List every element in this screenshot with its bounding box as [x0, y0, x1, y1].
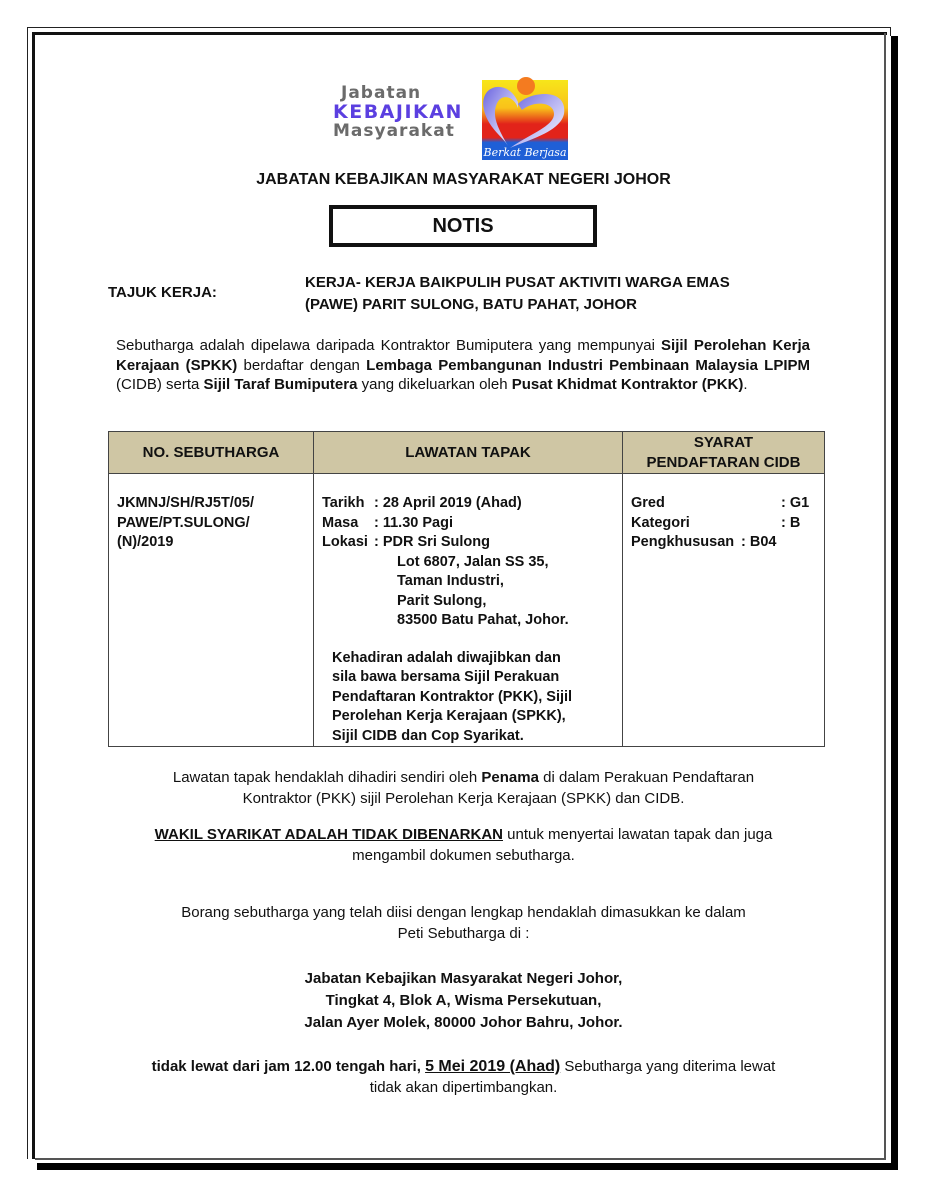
tajuk-kerja-label: TAJUK KERJA:: [108, 284, 217, 301]
tarikh-label: Tarikh: [322, 495, 365, 511]
address-line-street: Jalan Ayer Molek, 80000 Johor Bahru, Johor.: [304, 1014, 623, 1031]
wakil-line-2: mengambil dokumen sebutharga.: [352, 847, 575, 864]
intro-bold-pkk: Pusat Khidmat Kontraktor (PKK): [511, 376, 744, 393]
logo-tagline: Berkat Berjasa: [483, 146, 567, 159]
intro-paragraph: [116, 336, 810, 395]
borang-line-2: Peti Sebutharga di :: [397, 925, 530, 942]
quotation-table: [108, 431, 825, 747]
lawatan-bold-penama: Penama: [481, 769, 539, 786]
gred-label: Gred: [631, 495, 665, 511]
wakil-paragraph: [0, 824, 927, 866]
logo-wordmark: [333, 84, 468, 141]
intro-bold-sijil-taraf: Sijil Taraf Bumiputera: [203, 376, 358, 393]
kehadiran-line-4: Perolehan Kerja Kerajaan (SPKK),: [332, 708, 566, 724]
kategori-value: : B: [781, 514, 801, 531]
logo-line-jabatan: Jabatan: [341, 83, 422, 103]
page-border-outer-corner: [890, 27, 891, 36]
intro-bold-lembaga: Lembaga Pembangunan Industri Pembinaan Malaysia LPIPM: [366, 356, 811, 374]
lokasi-value: : PDR Sri Sulong: [374, 534, 490, 550]
submission-address: [0, 968, 927, 1034]
address-line-4: 83500 Batu Pahat, Johor.: [397, 612, 569, 628]
ref-line-1: JKMNJ/SH/RJ5T/05/: [117, 495, 254, 511]
ref-line-2: PAWE/PT.SULONG/: [117, 514, 250, 531]
ref-line-3: (N)/2019: [117, 534, 174, 550]
tajuk-line-2: (PAWE) PARIT SULONG, BATU PAHAT, JOHOR: [305, 296, 637, 313]
intro-text-3: (CIDB) serta: [116, 376, 204, 393]
deadline-date: 5 Mei 2019 (Ahad): [425, 1058, 561, 1075]
organization-title: JABATAN KEBAJIKAN MASYARAKAT NEGERI JOHOR: [256, 171, 671, 188]
logo-line-kebajikan: KEBAJIKAN: [333, 101, 463, 123]
borang-line-1: Borang sebutharga yang telah diisi dengan lengkap hendaklah dimasukkan ke dalam: [181, 904, 746, 921]
borang-paragraph: [0, 902, 927, 944]
wakil-text-1: untuk menyertai lawatan tapak dan juga: [503, 826, 773, 843]
header-syarat-cidb: [623, 432, 825, 474]
wakil-warning: WAKIL SYARIKAT ADALAH TIDAK DIBENARKAN: [154, 826, 503, 843]
table-header-row: [109, 432, 825, 474]
kategori-row: [631, 514, 824, 534]
tarikh-value: : 28 April 2019 (Ahad): [374, 495, 522, 511]
intro-text-1: Sebutharga adalah dipelawa daripada Kontraktor Bumiputera yang mempunyai: [116, 337, 662, 354]
deadline-line-2: tidak akan dipertimbangkan.: [369, 1079, 558, 1096]
kehadiran-line-5: Sijil CIDB dan Cop Syarikat.: [332, 727, 524, 744]
intro-text-2: berdaftar dengan: [237, 356, 367, 374]
cell-lawatan-tapak: [314, 474, 623, 747]
pengkhususan-value: : B04: [741, 534, 777, 550]
intro-text-5: .: [743, 376, 748, 393]
address-line-1: Lot 6807, Jalan SS 35,: [397, 553, 549, 570]
lokasi-address: [322, 553, 622, 631]
address-line-org: Jabatan Kebajikan Masyarakat Negeri Johor,: [304, 970, 623, 987]
tarikh-row: [322, 494, 622, 514]
tajuk-line-1: KERJA- KERJA BAIKPULIH PUSAT AKTIVITI WARGA EMAS: [305, 274, 730, 291]
address-line-3: Parit Sulong,: [397, 592, 487, 609]
gred-value: : G1: [781, 495, 810, 511]
intro-bold-spkk: Sijil Perolehan Kerja Kerajaan (SPKK): [116, 337, 810, 374]
masa-row: [322, 514, 622, 534]
pengkhususan-label: Pengkhususan: [631, 534, 735, 550]
masa-label: Masa: [322, 514, 359, 531]
lokasi-row: [322, 533, 622, 553]
notice-heading: NOTIS: [329, 205, 597, 247]
page-border-shadow-bottom: [37, 1163, 898, 1170]
lawatan-paragraph: [0, 767, 927, 809]
deadline-bold-text: tidak lewat dari jam 12.00 tengah hari,: [151, 1058, 426, 1075]
kategori-label: Kategori: [631, 514, 690, 531]
kehadiran-line-1: Kehadiran adalah diwajibkan dan: [332, 649, 561, 666]
lawatan-text-1: Lawatan tapak hendaklah dihadiri sendiri oleh: [172, 769, 482, 786]
header-syarat-line-1: SYARAT: [693, 433, 754, 451]
address-line-building: Tingkat 4, Blok A, Wisma Persekutuan,: [325, 992, 602, 1009]
cell-syarat: [623, 474, 825, 747]
lawatan-text-2: di dalam Perakuan Pendaftaran: [538, 769, 755, 786]
kehadiran-note: [332, 649, 612, 747]
jkm-heart-logo-icon: [478, 74, 570, 162]
masa-value: : 11.30 Pagi: [374, 514, 453, 531]
kehadiran-line-2: sila bawa bersama Sijil Perakuan: [332, 669, 560, 685]
pengkhususan-row: [631, 533, 824, 553]
tajuk-kerja-value: [305, 272, 730, 316]
lokasi-label: Lokasi: [322, 534, 368, 550]
gred-row: [631, 494, 824, 514]
lawatan-line-2: Kontraktor (PKK) sijil Perolehan Kerja Kerajaan (SPKK) dan CIDB.: [242, 790, 685, 807]
header-no-sebutharga: NO. SEBUTHARGA: [109, 432, 314, 474]
intro-text-4: yang dikeluarkan oleh: [357, 376, 512, 393]
deadline-paragraph: [0, 1056, 927, 1098]
kehadiran-line-3: Pendaftaran Kontraktor (PKK), Sijil: [332, 688, 573, 705]
page-border-inner-bottom: [35, 1158, 886, 1160]
cell-no-sebutharga: [109, 474, 314, 747]
header-syarat-line-2: PENDAFTARAN CIDB: [646, 453, 801, 471]
deadline-text-1: Sebutharga yang diterima lewat: [560, 1058, 776, 1075]
address-line-2: Taman Industri,: [397, 573, 504, 589]
table-row: [109, 474, 825, 747]
header-lawatan-tapak: LAWATAN TAPAK: [314, 432, 623, 474]
logo-line-masyarakat: Masyarakat: [333, 121, 455, 141]
